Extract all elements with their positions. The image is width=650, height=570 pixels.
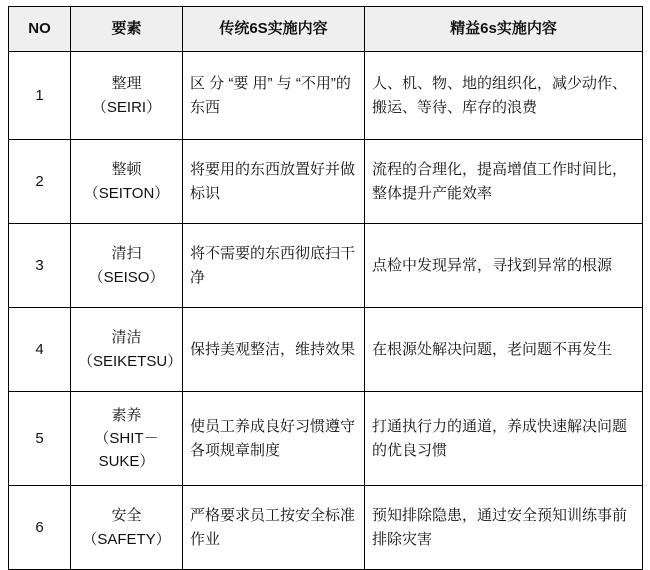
row-element bbox=[71, 486, 183, 570]
row-number: 6 bbox=[9, 486, 71, 570]
element-name-en: （SEITON） bbox=[83, 184, 170, 202]
row-traditional-content: 将要用的东西放置好并做标识 bbox=[183, 140, 365, 224]
row-traditional-content: 保持美观整洁，维持效果 bbox=[183, 308, 365, 392]
element-name-en: （SHIT－SUKE） bbox=[94, 429, 159, 471]
row-number: 2 bbox=[9, 140, 71, 224]
row-number: 3 bbox=[9, 224, 71, 308]
element-name-en: （SEIRI） bbox=[91, 98, 162, 116]
element-name-cn: 清扫 bbox=[111, 245, 142, 263]
element-name-cn: 素养 bbox=[111, 406, 142, 424]
row-lean-content: 在根源处解决问题，老问题不再发生 bbox=[365, 308, 643, 392]
table-header bbox=[9, 7, 643, 52]
row-lean-content: 点检中发现异常，寻找到异常的根源 bbox=[365, 224, 643, 308]
row-lean-content: 人、机、物、地的组织化，减少动作、搬运、等待、库存的浪费 bbox=[365, 52, 643, 140]
row-traditional-content: 区 分 “要 用” 与 “不用”的东西 bbox=[183, 52, 365, 140]
table-row bbox=[9, 392, 643, 486]
table-row bbox=[9, 308, 643, 392]
column-header-no: NO bbox=[9, 7, 71, 52]
element-name-en: （SAFETY） bbox=[82, 530, 171, 548]
table-row bbox=[9, 52, 643, 140]
row-lean-content: 打通执行力的通道，养成快速解决问题的优良习惯 bbox=[365, 392, 643, 486]
element-name-cn: 清洁 bbox=[111, 329, 142, 347]
row-lean-content: 流程的合理化，提高增值工作时间比，整体提升产能效率 bbox=[365, 140, 643, 224]
table-header-row bbox=[9, 7, 643, 52]
row-element bbox=[71, 308, 183, 392]
table-row bbox=[9, 140, 643, 224]
row-element bbox=[71, 224, 183, 308]
element-name-en: （SEISO） bbox=[88, 268, 165, 286]
row-number: 4 bbox=[9, 308, 71, 392]
row-lean-content: 预知排除隐患，通过安全预知训练事前排除灾害 bbox=[365, 486, 643, 570]
column-header-traditional: 传统6S实施内容 bbox=[183, 7, 365, 52]
table-body bbox=[9, 52, 643, 570]
element-name-cn: 整理 bbox=[111, 75, 142, 93]
row-element bbox=[71, 140, 183, 224]
row-traditional-content: 将不需要的东西彻底扫干净 bbox=[183, 224, 365, 308]
element-name-cn: 整顿 bbox=[111, 161, 142, 179]
row-traditional-content: 严格要求员工按安全标准作业 bbox=[183, 486, 365, 570]
row-element bbox=[71, 52, 183, 140]
table-row bbox=[9, 486, 643, 570]
element-name-en: （SEIKETSU） bbox=[78, 352, 183, 370]
six-s-comparison-table bbox=[8, 6, 643, 570]
row-traditional-content: 使员工养成良好习惯遵守各项规章制度 bbox=[183, 392, 365, 486]
element-name-cn: 安全 bbox=[111, 507, 142, 525]
row-number: 1 bbox=[9, 52, 71, 140]
row-number: 5 bbox=[9, 392, 71, 486]
row-element bbox=[71, 392, 183, 486]
table-row bbox=[9, 224, 643, 308]
column-header-lean: 精益6s实施内容 bbox=[365, 7, 643, 52]
column-header-element: 要素 bbox=[71, 7, 183, 52]
